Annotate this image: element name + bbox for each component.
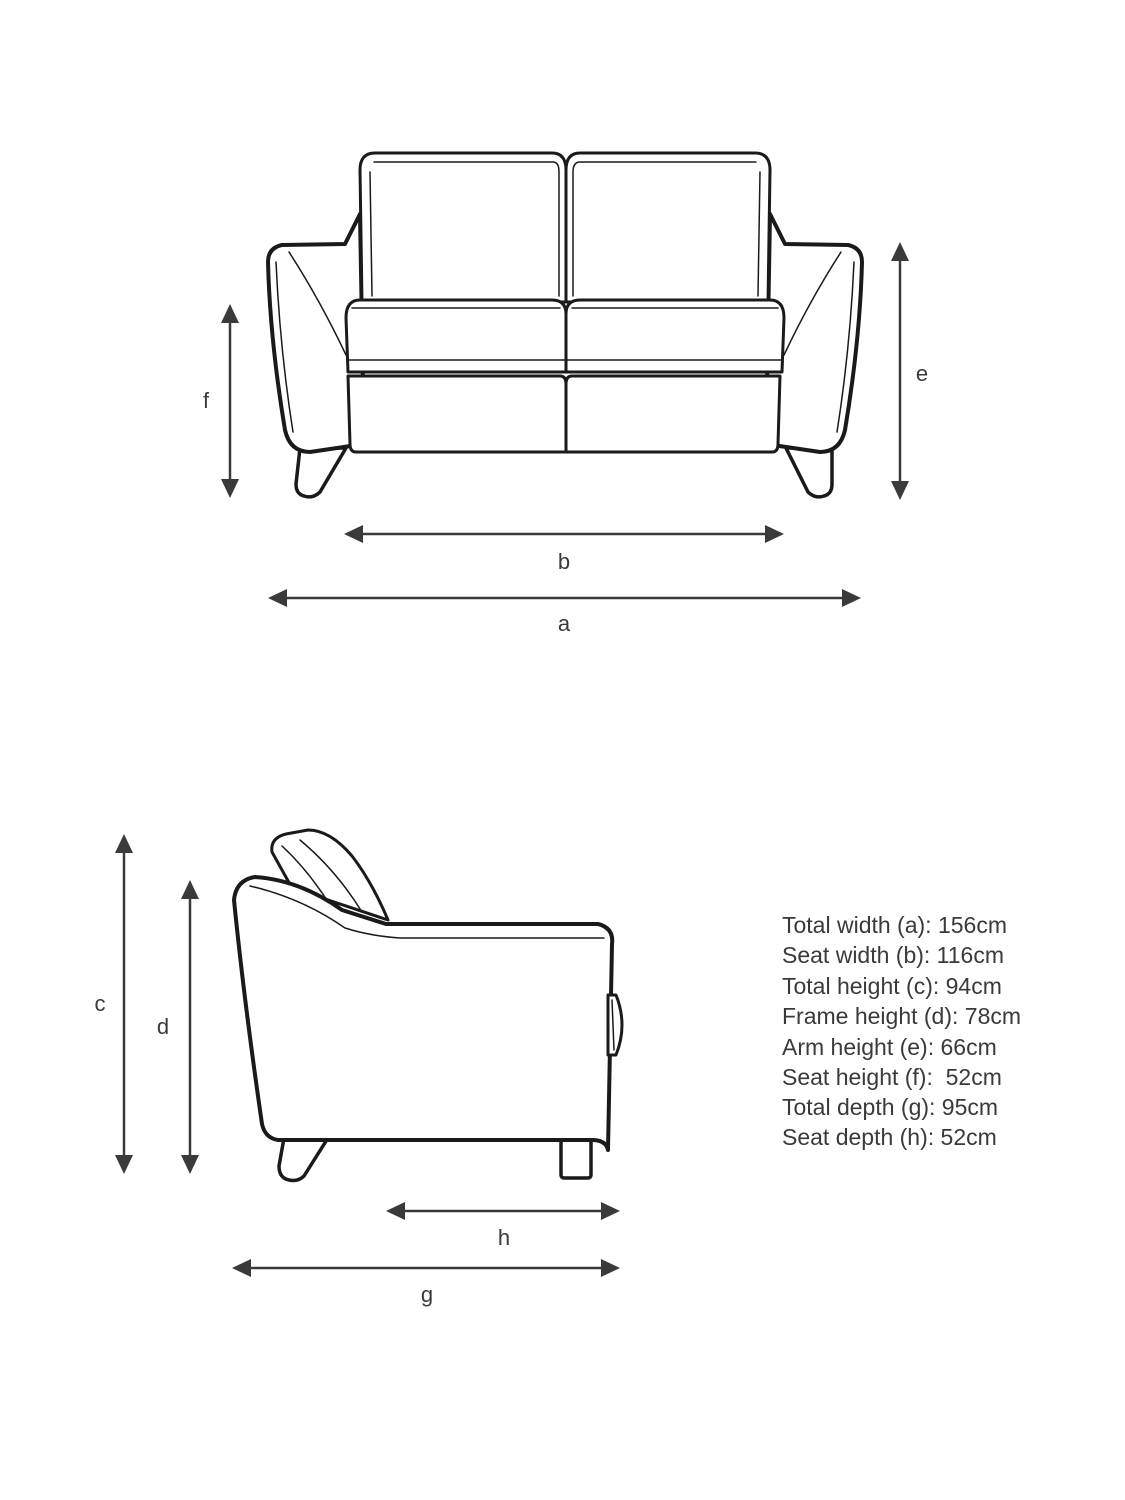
side-body [234, 877, 612, 1150]
side-recliner-handle [608, 995, 622, 1055]
front-back-cushion-left [360, 153, 566, 302]
front-base-left [348, 376, 566, 452]
sofa-side-view [234, 830, 622, 1181]
front-right-leg [786, 448, 832, 497]
dimension-labels [95, 361, 929, 1307]
side-back-leg [279, 1138, 328, 1181]
front-left-leg [296, 448, 346, 497]
label-f: f [202, 388, 210, 413]
dimension-arrow-h [386, 1202, 620, 1220]
front-base-right [566, 376, 780, 452]
dimension-spec-list [782, 912, 1021, 1150]
spec-total-width: Total width (a): 156cm [782, 912, 1007, 938]
label-a: a [557, 611, 571, 636]
spec-total-depth: Total depth (g): 95cm [782, 1094, 999, 1120]
dimension-arrow-e [891, 242, 909, 500]
spec-frame-height: Frame height (d): 78cm [782, 1003, 1022, 1029]
label-e: e [915, 361, 929, 386]
label-c: c [94, 991, 106, 1016]
label-g: g [420, 1282, 434, 1307]
spec-total-height: Total height (c): 94cm [782, 973, 1002, 999]
label-d: d [156, 1014, 170, 1039]
dimension-arrow-f [221, 304, 239, 498]
front-seat-cushion-left [346, 300, 566, 372]
sofa-front-view [268, 153, 862, 497]
dimension-arrow-g [232, 1259, 620, 1277]
spec-seat-height: Seat height (f): 52cm [782, 1064, 1002, 1090]
front-back-cushion-right [566, 153, 770, 302]
front-seat-cushion-right [566, 300, 784, 372]
dimension-arrow-b [344, 525, 784, 543]
label-b: b [557, 549, 571, 574]
spec-seat-width: Seat width (b): 116cm [782, 942, 1005, 968]
side-front-leg [561, 1138, 591, 1178]
spec-arm-height: Arm height (e): 66cm [782, 1034, 997, 1060]
label-h: h [497, 1225, 511, 1250]
dimension-arrow-c [115, 834, 133, 1174]
dimension-arrow-a [268, 589, 861, 607]
dimension-arrow-d [181, 880, 199, 1174]
spec-seat-depth: Seat depth (h): 52cm [782, 1124, 997, 1150]
